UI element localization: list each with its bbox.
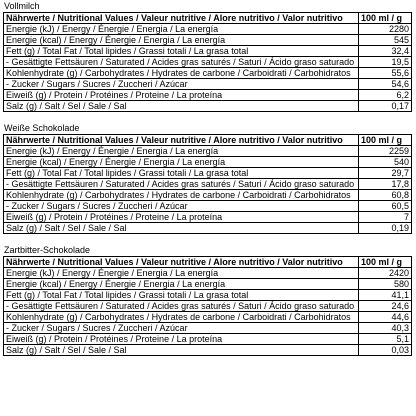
- row-value-cell[interactable]: 60,5: [359, 201, 412, 212]
- nutrition-table: [3, 12, 412, 112]
- section-title: Vollmilch: [4, 1, 40, 11]
- row-label-cell[interactable]: Eiweiß (g) / Protein / Protéines / Proteine / La proteína: [4, 90, 359, 101]
- row-value-cell[interactable]: 0,03: [359, 345, 412, 356]
- row-value-cell[interactable]: 0,17: [359, 101, 412, 112]
- header-label-cell[interactable]: Nährwerte / Nutritional Values / Valeur nutritive / Alore nutritivo / Valor nutritivo: [4, 13, 359, 24]
- row-label-cell[interactable]: Eiweiß (g) / Protein / Protéines / Proteine / La proteína: [4, 334, 359, 345]
- section-title: Zartbitter-Schokolade: [4, 245, 91, 255]
- row-label-cell[interactable]: Energie (kJ) / Energy / Énergie / Energia / La energía: [4, 268, 359, 279]
- table-row: [4, 24, 412, 35]
- table-row: [4, 201, 412, 212]
- row-value-cell[interactable]: 19,5: [359, 57, 412, 68]
- table-row: [4, 68, 412, 79]
- row-value-cell[interactable]: 2420: [359, 268, 412, 279]
- row-value-cell[interactable]: 55,6: [359, 68, 412, 79]
- table-row: [4, 223, 412, 234]
- table-row: [4, 90, 412, 101]
- table-row: [4, 57, 412, 68]
- row-label-cell[interactable]: - Zucker / Sugars / Sucres / Zuccheri / Azúcar: [4, 323, 359, 334]
- row-value-cell[interactable]: 5,1: [359, 334, 412, 345]
- row-value-cell[interactable]: 32,4: [359, 46, 412, 57]
- row-value-cell[interactable]: 2280: [359, 24, 412, 35]
- table-row: [4, 101, 412, 112]
- row-value-cell[interactable]: 2259: [359, 146, 412, 157]
- row-label-cell[interactable]: Eiweiß (g) / Protein / Protéines / Proteine / La proteína: [4, 212, 359, 223]
- row-label-cell[interactable]: Salz (g) / Salt / Sel / Sale / Sal: [4, 345, 359, 356]
- row-label-cell[interactable]: Fett (g) / Total Fat / Total lipides / Grassi totali / La grasa total: [4, 168, 359, 179]
- row-value-cell[interactable]: 0,19: [359, 223, 412, 234]
- row-label-cell[interactable]: - Gesättigte Fettsäuren / Saturated / Acides gras saturés / Saturi / Ácido graso saturado: [4, 57, 359, 68]
- table-row: [4, 168, 412, 179]
- table-row: [4, 323, 412, 334]
- header-value-cell[interactable]: 100 ml / g: [359, 135, 412, 146]
- table-row: [4, 146, 412, 157]
- table-header-row: [4, 257, 412, 268]
- table-row: [4, 345, 412, 356]
- row-value-cell[interactable]: 44,6: [359, 312, 412, 323]
- table-row: [4, 268, 412, 279]
- table-row: [4, 334, 412, 345]
- row-label-cell[interactable]: Kohlenhydrate (g) / Carbohydrates / Hydrates de carbone / Carboidrati / Carbohidratos: [4, 190, 359, 201]
- row-value-cell[interactable]: 580: [359, 279, 412, 290]
- row-label-cell[interactable]: Kohlenhydrate (g) / Carbohydrates / Hydrates de carbone / Carboidrati / Carbohidratos: [4, 312, 359, 323]
- row-label-cell[interactable]: Salz (g) / Salt / Sel / Sale / Sal: [4, 223, 359, 234]
- row-label-cell[interactable]: - Gesättigte Fettsäuren / Saturated / Acides gras saturés / Saturi / Ácido graso saturado: [4, 179, 359, 190]
- table-row: [4, 179, 412, 190]
- row-label-cell[interactable]: Energie (kcal) / Energy / Énergie / Energia / La energía: [4, 279, 359, 290]
- row-value-cell[interactable]: 6,2: [359, 90, 412, 101]
- table-header-row: [4, 135, 412, 146]
- row-label-cell[interactable]: - Gesättigte Fettsäuren / Saturated / Acides gras saturés / Saturi / Ácido graso saturado: [4, 301, 359, 312]
- row-label-cell[interactable]: Kohlenhydrate (g) / Carbohydrates / Hydrates de carbone / Carboidrati / Carbohidratos: [4, 68, 359, 79]
- row-value-cell[interactable]: 54,6: [359, 79, 412, 90]
- row-label-cell[interactable]: - Zucker / Sugars / Sucres / Zuccheri / Azúcar: [4, 79, 359, 90]
- spacer: [0, 112, 416, 122]
- row-value-cell[interactable]: 40,3: [359, 323, 412, 334]
- row-label-cell[interactable]: Fett (g) / Total Fat / Total lipides / Grassi totali / La grasa total: [4, 290, 359, 301]
- spacer: [0, 234, 416, 244]
- row-label-cell[interactable]: Fett (g) / Total Fat / Total lipides / Grassi totali / La grasa total: [4, 46, 359, 57]
- table-row: [4, 35, 412, 46]
- row-value-cell[interactable]: 41,1: [359, 290, 412, 301]
- table-row: [4, 79, 412, 90]
- table-row: [4, 301, 412, 312]
- header-value-cell[interactable]: 100 ml / g: [359, 13, 412, 24]
- table-row: [4, 46, 412, 57]
- row-value-cell[interactable]: 29,7: [359, 168, 412, 179]
- table-row: [4, 157, 412, 168]
- nutrition-table: [3, 134, 412, 234]
- table-row: [4, 190, 412, 201]
- row-label-cell[interactable]: Salz (g) / Salt / Sel / Sale / Sal: [4, 101, 359, 112]
- row-label-cell[interactable]: Energie (kJ) / Energy / Énergie / Energia / La energía: [4, 24, 359, 35]
- row-value-cell[interactable]: 17,8: [359, 179, 412, 190]
- row-value-cell[interactable]: 7: [359, 212, 412, 223]
- table-header-row: [4, 13, 412, 24]
- row-label-cell[interactable]: Energie (kJ) / Energy / Énergie / Energia / La energía: [4, 146, 359, 157]
- row-label-cell[interactable]: - Zucker / Sugars / Sucres / Zuccheri / Azúcar: [4, 201, 359, 212]
- row-value-cell[interactable]: 24,6: [359, 301, 412, 312]
- section-title: Weiße Schokolade: [4, 123, 80, 133]
- table-row: [4, 279, 412, 290]
- row-label-cell[interactable]: Energie (kcal) / Energy / Énergie / Energia / La energía: [4, 157, 359, 168]
- table-row: [4, 312, 412, 323]
- row-label-cell[interactable]: Energie (kcal) / Energy / Énergie / Energia / La energía: [4, 35, 359, 46]
- header-label-cell[interactable]: Nährwerte / Nutritional Values / Valeur nutritive / Alore nutritivo / Valor nutritivo: [4, 257, 359, 268]
- table-row: [4, 290, 412, 301]
- row-value-cell[interactable]: 545: [359, 35, 412, 46]
- nutrition-table: [3, 256, 412, 356]
- header-value-cell[interactable]: 100 ml / g: [359, 257, 412, 268]
- row-value-cell[interactable]: 540: [359, 157, 412, 168]
- table-row: [4, 212, 412, 223]
- header-label-cell[interactable]: Nährwerte / Nutritional Values / Valeur nutritive / Alore nutritivo / Valor nutritivo: [4, 135, 359, 146]
- row-value-cell[interactable]: 60,8: [359, 190, 412, 201]
